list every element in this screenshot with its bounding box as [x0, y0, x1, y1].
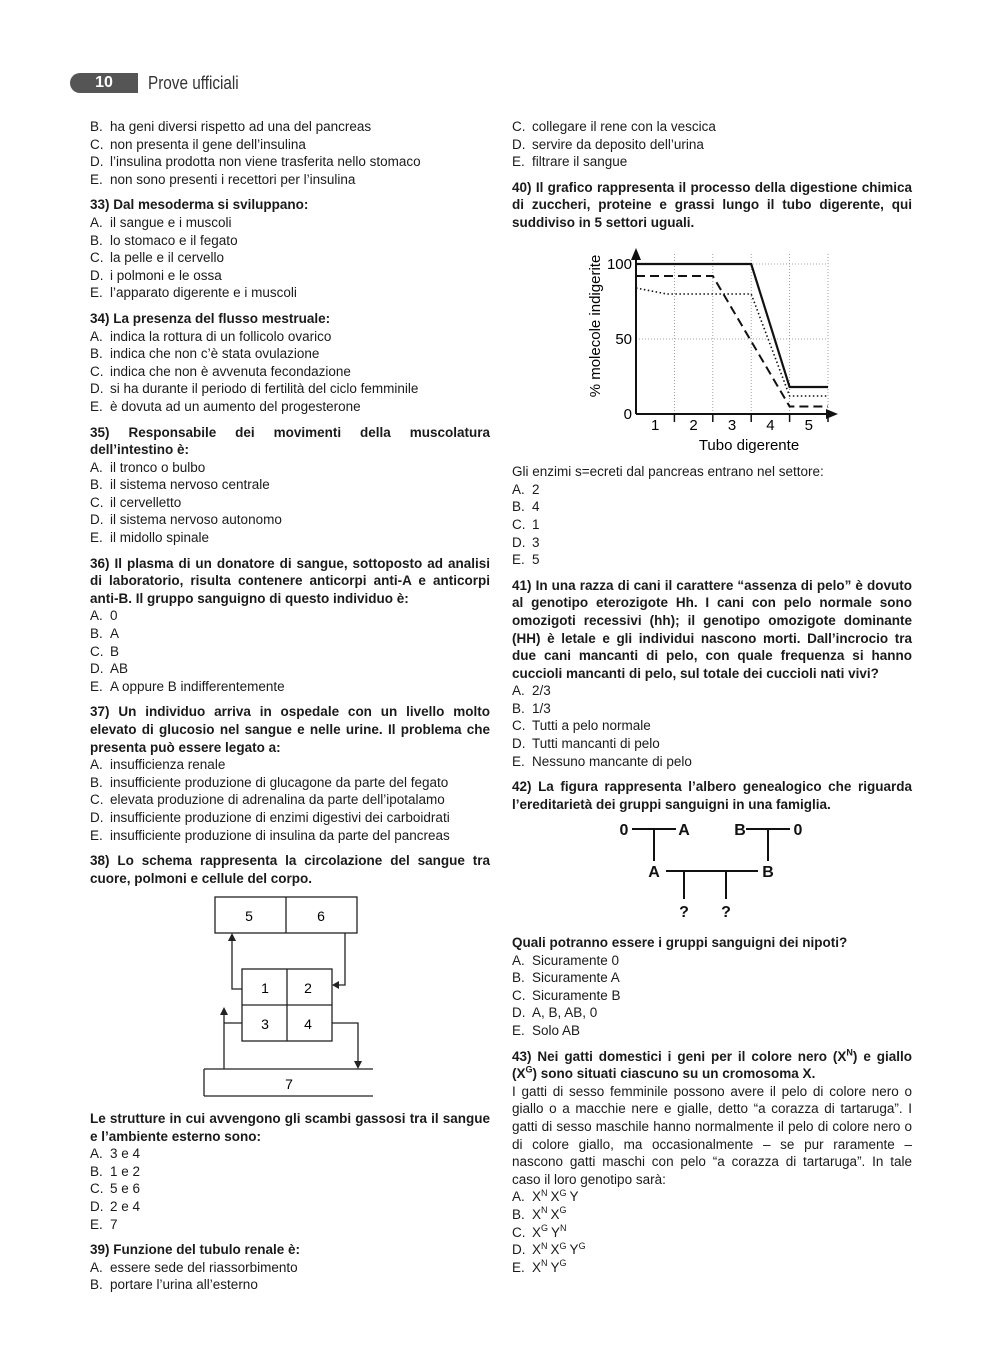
option: B. 1 e 2 — [90, 1163, 141, 1179]
question-subtext: Le strutture in cui avvengono gli scambi gassosi tra il sangue e l’ambiente esterno sono: — [90, 1110, 490, 1144]
genotype: $X^N$ $Y^G$ — [532, 1258, 567, 1275]
option: E. non sono presenti i recettori per l’insulina — [90, 171, 356, 187]
x-tick-label: 3 — [727, 416, 737, 434]
option: B. 1/3 — [512, 700, 551, 716]
option: D. 3 — [512, 534, 540, 550]
option: E. l’apparato digerente e i muscoli — [90, 285, 297, 301]
x-tick-label: 4 — [766, 416, 775, 434]
option: C. B — [90, 643, 120, 659]
option: D. i polmoni e le ossa — [90, 267, 222, 283]
option: E. 5 — [512, 552, 540, 568]
question-40 — [512, 179, 912, 569]
question-41 — [512, 577, 912, 771]
question-36 — [90, 555, 490, 696]
grandparent-2: A — [678, 822, 690, 840]
parent-2: B — [762, 864, 774, 882]
option: C. 1 — [512, 516, 540, 532]
page-number: 10 — [70, 73, 138, 93]
option: E. Nessuno mancante di pelo — [512, 753, 692, 769]
option: A. indica la rottura di un follicolo ovarico — [90, 328, 332, 344]
question-38 — [90, 852, 490, 1233]
option: B. 4 — [512, 499, 540, 515]
option: D. $X^N$ $X^G$ $Y^G$ — [512, 1241, 912, 1259]
question-text: 41) In una razza di cani il carattere “assenza di pelo” è dovuto al genotipo eterozigote Hh. I cani con pelo normale sono omozigoti recessivi (hh); il genotipo omozigote dominante (HH) è letale e gli individui nascono morti. Dall’incrocio tra due cani mancanti di pelo, con quale frequenza si hanno cuccioli mancanti di pelo, sul totale dei cuccioli nati vivi? — [512, 577, 912, 681]
y-tick-label: 50 — [615, 330, 632, 348]
question-35 — [90, 424, 490, 547]
option: E. è dovuta ad un aumento del progesterone — [90, 398, 361, 414]
option: C. il cervelletto — [90, 494, 182, 510]
digestion-chart — [512, 238, 912, 458]
option: B. Sicuramente A — [512, 970, 620, 986]
option: D. 2 e 4 — [90, 1198, 141, 1214]
option: D. Tutti mancanti di pelo — [512, 736, 660, 752]
option: B. A — [90, 626, 120, 642]
genotype: $X^G$ $Y^N$ — [532, 1223, 567, 1240]
option: A. il sangue e i muscoli — [90, 214, 232, 230]
parent-1: A — [648, 864, 660, 882]
option: B. indica che non c’è stata ovulazione — [90, 346, 320, 362]
y-tick-label: 0 — [623, 405, 632, 423]
x-axis-label: Tubo digerente — [698, 436, 800, 453]
option: B. $X^N$ $X^G$ — [512, 1206, 912, 1224]
circulation-diagram — [90, 893, 490, 1104]
grandparent-1: 0 — [619, 822, 629, 840]
question-text: 34) La presenza del flusso mestruale: — [90, 310, 331, 326]
x-tick-label: 2 — [689, 416, 698, 434]
genotype: $X^N$ $X^G$ — [532, 1205, 567, 1222]
series-line-dotted — [636, 288, 828, 396]
option: D. il sistema nervoso autonomo — [90, 512, 282, 528]
option: D. l’insulina prodotta non viene trasferita nello stomaco — [90, 154, 421, 170]
genotype: $X^N$ $X^G$ $Y^G$ — [532, 1240, 586, 1258]
left-column — [90, 118, 490, 1302]
question-39-continued — [512, 118, 912, 171]
question-text: 33) Dal mesoderma si sviluppano: — [90, 197, 309, 213]
option: E. il midollo spinale — [90, 530, 210, 546]
label-7: 7 — [285, 1076, 293, 1093]
option: E. $X^N$ $Y^G$ — [512, 1259, 912, 1277]
option: B. ha geni diversi rispetto ad una del pancreas — [90, 119, 372, 134]
option: A. $X^N$ $X^G$ Y — [512, 1187, 579, 1205]
question-39 — [90, 1241, 490, 1294]
option: D. AB — [90, 661, 129, 677]
child-2: ? — [721, 904, 731, 922]
section-title: Prove ufficiali — [148, 72, 239, 93]
option: C. Sicuramente B — [512, 987, 621, 1003]
option: E. 7 — [90, 1216, 118, 1232]
question-text: 40) Il grafico rappresenta il processo della digestione chimica di zuccheri, proteine e grassi lungo il tubo digerente, qui suddiviso in 5 settori uguali. — [512, 179, 912, 230]
option: E. insufficiente produzione di insulina da parte del pancreas — [90, 827, 450, 843]
option: E. A oppure B indifferentemente — [90, 678, 285, 694]
option: C. non presenta il gene dell’insulina — [90, 136, 306, 152]
question-text: 43) Nei gatti domestici i geni per il colore nero $(X^N)$ e giallo $(X^G)$ sono situati ciascuno su un cromosoma X. — [512, 1047, 912, 1082]
option: A. 2 — [512, 481, 540, 497]
question-32-continued — [90, 118, 490, 188]
option: B. portare l’urina all’esterno — [90, 1277, 258, 1293]
question-subtext: Quali potranno essere i gruppi sanguigni dei nipoti? — [512, 935, 848, 951]
question-text: 39) Funzione del tubulo renale è: — [90, 1242, 301, 1258]
series-line-solid — [636, 264, 828, 387]
question-text: 36) Il plasma di un donatore di sangue, sottoposto ad analisi di laboratorio, risulta contenere anticorpi anti-A e anticorpi anti-B. Il gruppo sanguigno di questo individuo è: — [90, 555, 490, 606]
question-42 — [512, 778, 912, 1039]
option: C. $X^G$ $Y^N$ — [512, 1224, 912, 1242]
x-tick-label: 1 — [651, 416, 660, 434]
y-axis-label: % molecole indigerite — [587, 254, 604, 397]
y-tick-label: 100 — [606, 255, 632, 273]
option: D. insufficiente produzione di enzimi digestivi dei carboidrati — [90, 809, 450, 825]
question-43 — [512, 1048, 912, 1277]
option: E. Solo AB — [512, 1023, 581, 1038]
option: A. Sicuramente 0 — [512, 952, 620, 968]
question-text: 37) Un individuo arriva in ospedale con un livello molto elevato di glucosio nel sangue e nelle urine. Il problema che presenta può essere legato a: — [90, 704, 490, 755]
label-4: 4 — [304, 1016, 312, 1033]
option: C. collegare il rene con la vescica — [512, 119, 716, 134]
label-2: 2 — [304, 980, 312, 997]
label-6: 6 — [317, 908, 325, 925]
option: A. 3 e 4 — [90, 1146, 141, 1162]
option: A. 0 — [90, 608, 118, 624]
option: B. il sistema nervoso centrale — [90, 477, 270, 493]
x-tick-label: 5 — [804, 416, 813, 434]
option: A. essere sede del riassorbimento — [90, 1259, 298, 1275]
question-body: I gatti di sesso femminile possono avere il pelo di colore nero o giallo o a macchie nere e gialle, detto “a corazza di tartaruga”. I gatti di sesso maschile hanno normalmente il pelo di colore nero o di colore giallo, ma occasionalmente – se pur raramente – nascono gatti maschi con pelo “a corazza di tartaruga”. In tale caso il loro genotipo sarà: — [512, 1083, 912, 1187]
question-37 — [90, 703, 490, 844]
label-1: 1 — [261, 980, 269, 997]
option: A. insufficienza renale — [90, 757, 226, 773]
label-3: 3 — [261, 1016, 269, 1033]
option: C. Tutti a pelo normale — [512, 718, 651, 734]
genotype: $X^N$ $X^G$ Y — [532, 1187, 579, 1205]
question-33 — [90, 196, 490, 302]
question-text: 42) La figura rappresenta l’albero genealogico che riguarda l’ereditarietà dei gruppi sanguigni in una famiglia. — [512, 779, 912, 812]
label-5: 5 — [245, 908, 253, 925]
option: D. servire da deposito dell’urina — [512, 136, 704, 152]
grandparent-3: B — [734, 822, 746, 840]
child-1: ? — [679, 904, 689, 922]
option: D. A, B, AB, 0 — [512, 1005, 598, 1021]
option: C. elevata produzione di adrenalina da parte dell’ipotalamo — [90, 792, 445, 808]
page-header — [70, 72, 255, 94]
question-text: 38) Lo schema rappresenta la circolazione del sangue tra cuore, polmoni e cellule del corpo. — [90, 853, 490, 886]
question-text: 35) Responsabile dei movimenti della muscolatura dell’intestino è: — [90, 424, 490, 458]
option: E. filtrare il sangue — [512, 154, 628, 170]
option: C. 5 e 6 — [90, 1181, 141, 1197]
question-subtext: Gli enzimi s=ecreti dal pancreas entrano nel settore: — [512, 464, 824, 480]
option: A. il tronco o bulbo — [90, 459, 206, 475]
question-34 — [90, 310, 490, 416]
option: B. insufficiente produzione di glucagone da parte del fegato — [90, 774, 449, 790]
option: C. indica che non è avvenuta fecondazione — [90, 363, 351, 379]
option: B. lo stomaco e il fegato — [90, 232, 238, 248]
option: C. la pelle e il cervello — [90, 250, 225, 266]
grandparent-4: 0 — [793, 822, 803, 840]
family-tree — [512, 819, 912, 928]
right-column — [512, 118, 912, 1284]
option: A. 2/3 — [512, 683, 551, 699]
option: D. si ha durante il periodo di fertilità del ciclo femminile — [90, 381, 419, 397]
